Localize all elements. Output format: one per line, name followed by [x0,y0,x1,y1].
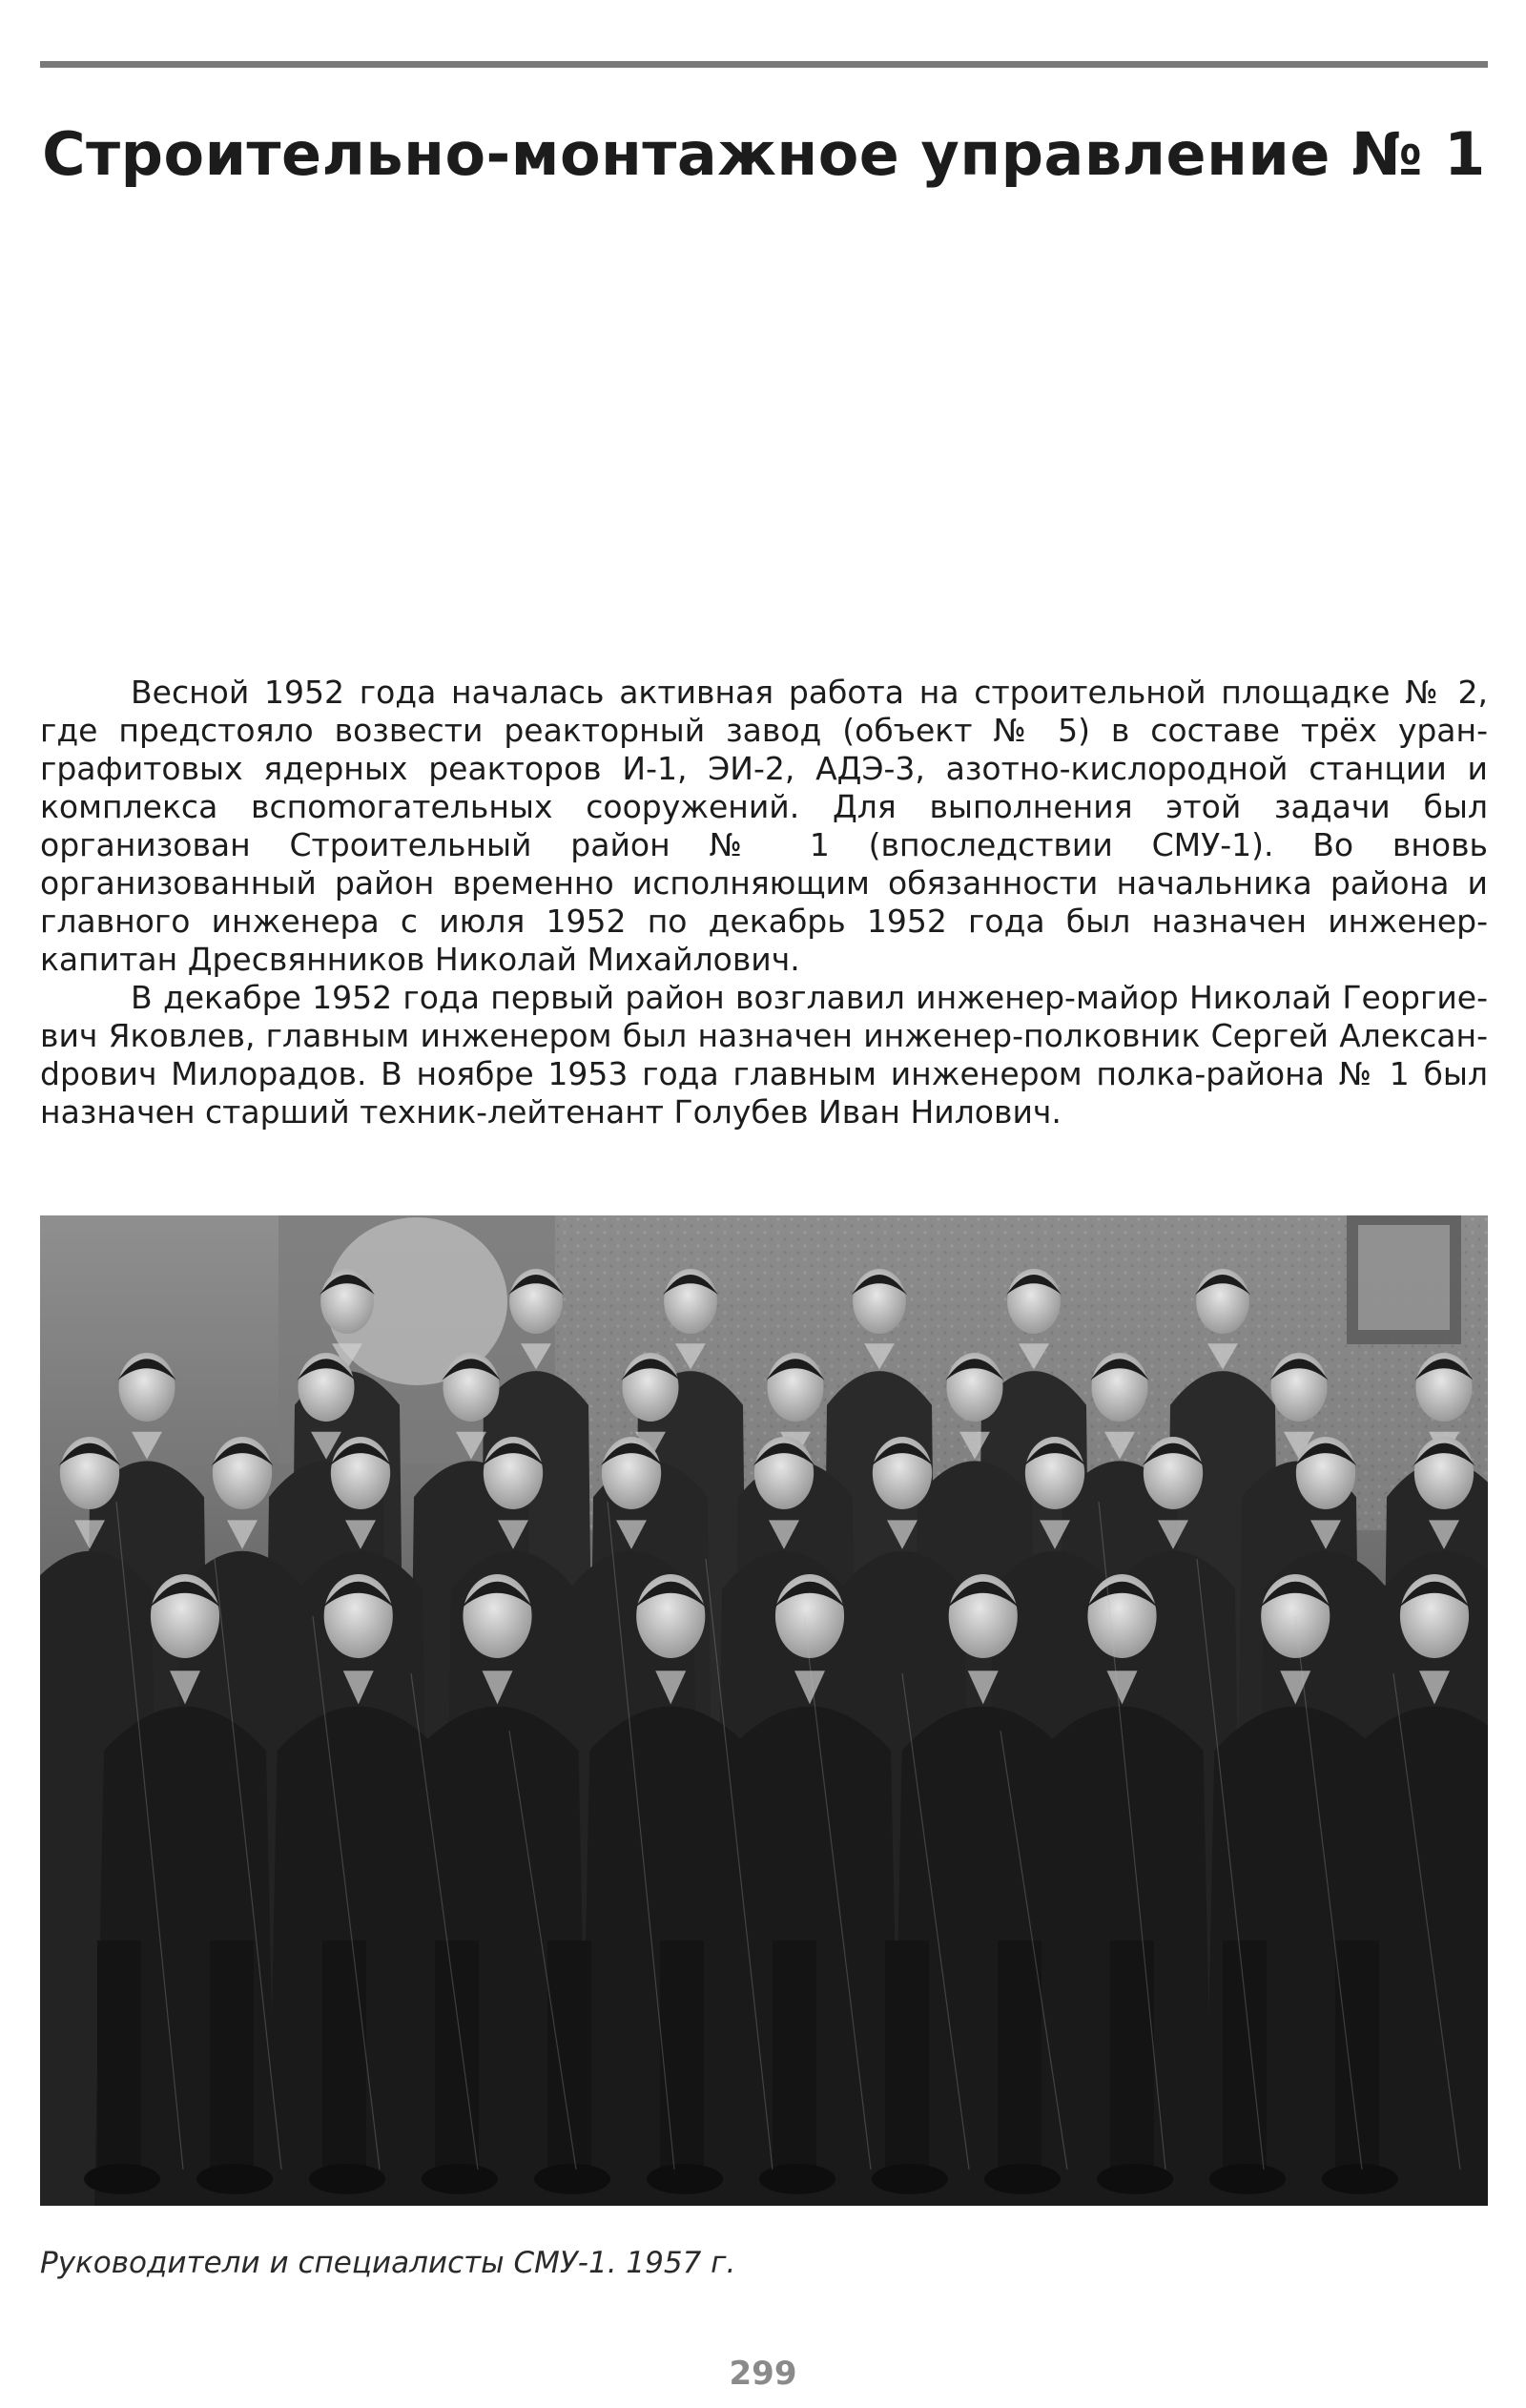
body-text [40,674,1488,1131]
chapter-title: Строительно-монтажное управление № 1 [42,119,1486,189]
page-number: 299 [729,2355,797,2393]
top-rule [40,61,1488,68]
paragraph-2: В декабре 1952 года первый район возглавил инженер-майор Николай Георгиевич Яковлев, главным инженером был назначен инженер-полковник Сергей Алексанdрович Милорадов. В ноябре 1953 года главным инженером полка-района № 1 был назначен старший техник-лейтенант Голубев Иван Нилович. [40,979,1488,1131]
paragraph-1: Весной 1952 года началась активная работа на строительной площадке № 2, где предстояло возвести реакторный завод (объект № 5) в составе трёх уран-графитовых ядерных реакторов И-1, ЭИ-2, АДЭ-3, азотно-кислородной станции и комплекса вспоmогательных сооружений. Для выполнения этой задачи был организован Строительный район № 1 (впоследствии СМУ-1). Во вновь организованный район временно исполняющим обязанности начальника района и главного инженера с июля 1952 по декабрь 1952 года был назначен инженер-капитан Дресвянников Николай Михайлович. [40,674,1488,978]
photo-caption: Руководители и специалисты СМУ-1. 1957 г. [40,2246,736,2280]
group-photo [40,1215,1488,2206]
